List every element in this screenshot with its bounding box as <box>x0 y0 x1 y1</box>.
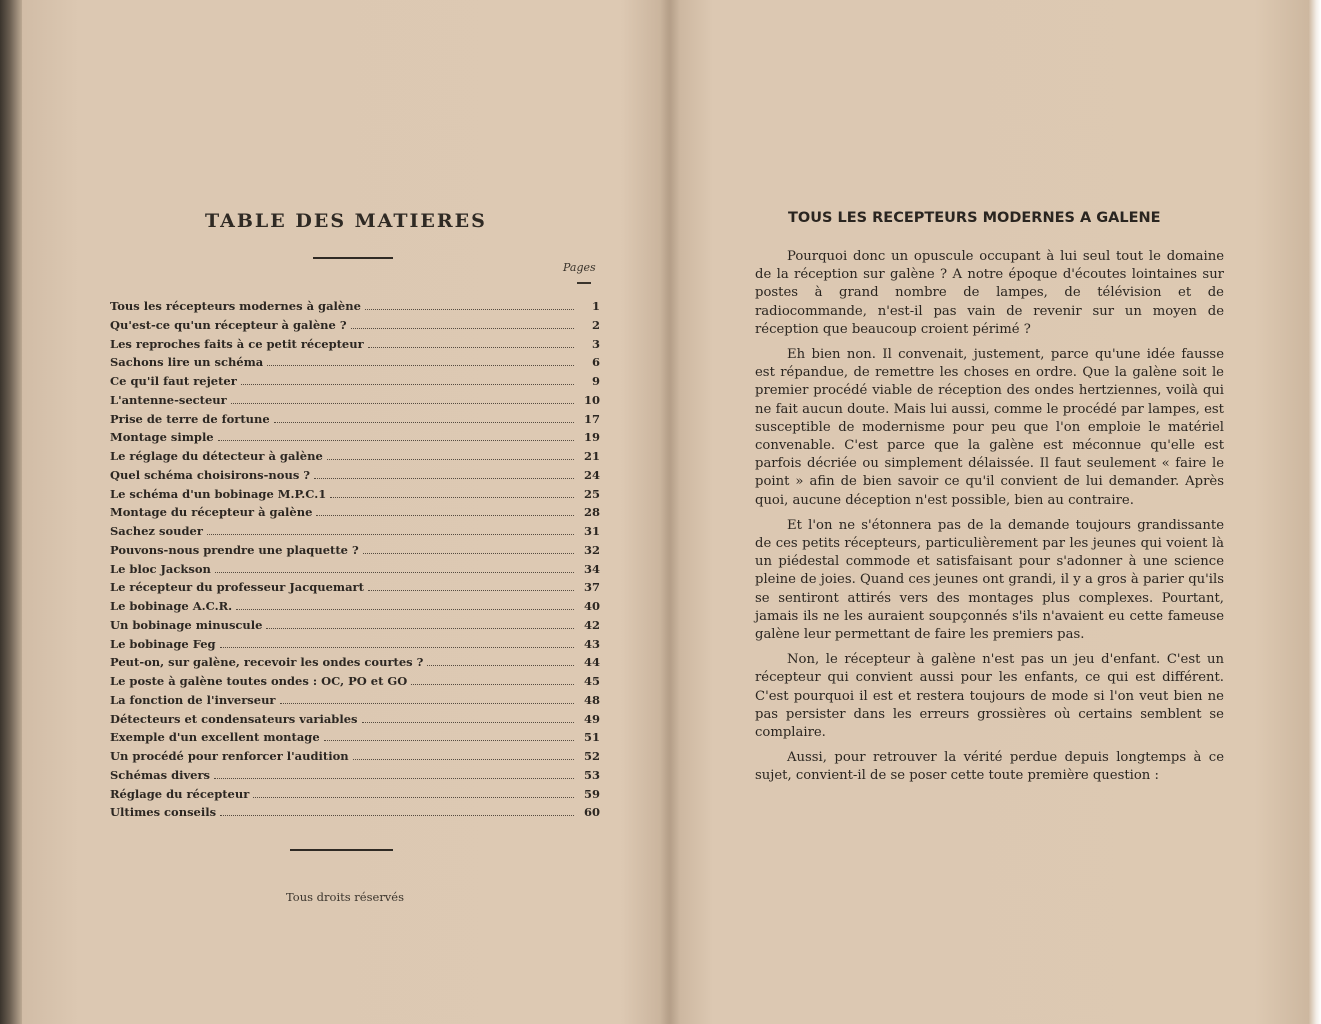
toc-entry <box>110 487 600 506</box>
pages-column-label: Pages <box>563 261 596 274</box>
toc-entry <box>110 374 600 393</box>
toc-entry-leader <box>214 778 574 779</box>
toc-entry-label: Un procédé pour renforcer l'audition <box>110 749 349 763</box>
toc-entry-page: 2 <box>591 317 600 332</box>
toc-entry-leader <box>363 553 574 554</box>
toc-entry-page: 19 <box>583 430 600 445</box>
toc-entry-page: 28 <box>583 505 600 520</box>
toc-entry-label: Un bobinage minuscule <box>110 617 263 632</box>
toc-entry-label: Le bobinage A.C.R. <box>110 599 233 613</box>
toc-entry <box>110 505 600 524</box>
toc-entry-page: 59 <box>583 786 600 801</box>
toc-entry-label: Sachons lire un schéma <box>110 355 264 370</box>
toc-entry-leader <box>324 740 574 741</box>
toc-entry-page: 60 <box>583 805 600 820</box>
toc-entry-page: 6 <box>591 355 600 370</box>
toc-entry-page: 51 <box>583 730 600 745</box>
toc-entry <box>110 712 600 731</box>
toc-entry <box>110 580 600 599</box>
toc-entry <box>110 393 600 412</box>
toc-entry-label: Le bloc Jackson <box>110 561 211 576</box>
toc-entry-leader <box>365 309 574 310</box>
toc-entry-page: 42 <box>583 617 600 632</box>
toc-entry-page: 3 <box>591 336 600 351</box>
toc-entry-leader <box>231 403 574 404</box>
toc-entry-page: 34 <box>583 561 600 576</box>
toc-entry-page: 43 <box>583 636 600 651</box>
toc-entry <box>110 299 600 318</box>
toc-entry-leader <box>362 722 575 723</box>
toc-entry-label: Le réglage du détecteur à galène <box>110 449 323 463</box>
toc-entry-leader <box>368 347 574 348</box>
toc-entry <box>110 430 600 449</box>
toc-entry-page: 37 <box>583 580 600 595</box>
toc-entry-page: 24 <box>583 467 600 482</box>
toc-entry-page: 17 <box>583 411 600 426</box>
toc-entry <box>110 412 600 431</box>
book-edge-right <box>1309 0 1321 1024</box>
toc-title: TABLE DES MATIERES <box>205 210 487 232</box>
toc-entry-label: Montage du récepteur à galène <box>110 505 313 520</box>
toc-entry-leader <box>280 703 575 704</box>
toc-entry-label: Le bobinage Feg <box>110 636 216 651</box>
toc-entry <box>110 674 600 693</box>
toc-entry <box>110 318 600 337</box>
toc-entry-label: Montage simple <box>110 430 214 445</box>
article-paragraph: Eh bien non. Il convenait, justement, parce qu'une idée fausse est répandue, de remettre les choses en ordre. Que la galène soit le premier procédé viable de réception des ondes hertziennes, voilà qui ne fait aucun doute. Mais lui aussi, comme le procédé par lampes, est susceptible de modernisme pour peu que l'on emploie le matériel convenable. C'est parce que la galène est méconnue qu'elle est parfois décriée ou simplement délaissée. Il faut seulement « faire le point » afin de bien savoir ce qu'il convient de lui demander. Après quoi, aucune déception n'est possible, bien au contraire. <box>755 347 1224 508</box>
toc-entry-label: Ultimes conseils <box>110 805 217 820</box>
book-edge-left <box>0 0 22 1024</box>
toc-entry-page: 10 <box>583 392 600 407</box>
article-paragraph: Non, le récepteur à galène n'est pas un jeu d'enfant. C'est un récepteur qui convient aussi pour les enfants, ce qui est différent. C'est pourquoi il est et restera toujours de mode si l'on veut bien ne pas persister dans les erreurs grossières où certains semblent se complaire. <box>755 652 1224 741</box>
toc-entry-leader <box>267 365 574 366</box>
toc-entry-page: 32 <box>583 542 600 557</box>
toc-entry-label: Pouvons-nous prendre une plaquette ? <box>110 542 359 557</box>
toc-entry-label: Sachez souder <box>110 524 203 538</box>
toc-entry-label: Ce qu'il faut rejeter <box>110 374 237 388</box>
toc-entry <box>110 787 600 806</box>
rights-notice: Tous droits réservés <box>286 890 405 904</box>
toc-entry-leader <box>253 797 574 798</box>
toc-entry-label: Tous les récepteurs modernes à galène <box>110 299 361 313</box>
toc-entry-label: Quel schéma choisirons-nous ? <box>110 467 311 482</box>
toc-entry-leader <box>207 534 574 535</box>
toc-entry <box>110 768 600 787</box>
toc-entry <box>110 524 600 543</box>
toc-entry <box>110 337 600 356</box>
toc-entry-page: 45 <box>583 674 600 688</box>
article-body <box>755 248 1224 793</box>
toc-entry-page: 52 <box>583 749 600 763</box>
toc-entry <box>110 618 600 637</box>
toc-bottom-rule <box>290 849 393 851</box>
toc-entry-page: 40 <box>583 599 600 613</box>
toc-entry-page: 53 <box>583 767 600 782</box>
toc-entry <box>110 468 600 487</box>
toc-entry <box>110 693 600 712</box>
toc-entry-label: Qu'est-ce qu'un récepteur à galène ? <box>110 317 347 332</box>
toc-entry-page: 1 <box>591 299 600 313</box>
toc-entry-label: Peut-on, sur galène, recevoir les ondes courtes ? <box>110 655 424 670</box>
toc-entry-page: 25 <box>583 486 600 501</box>
article-paragraph: Et l'on ne s'étonnera pas de la demande toujours grandissante de ces petits récepteurs, particulièrement par les jeunes qui voient là un piédestal commode et satisfaisant pour s'adonner à une science pleine de joies. Quand ces jeunes ont grandi, il y a gros à parier qu'ils se sentiront attirés vers des montages plus complexes. Pourtant, jamais ils ne les auraient soupçonnés s'ils n'avaient eu cette fameuse galène leur permettant de faire les premiers pas. <box>755 517 1224 643</box>
toc-entry-label: Prise de terre de fortune <box>110 411 270 426</box>
toc-list <box>110 299 600 824</box>
toc-entry-label: L'antenne-secteur <box>110 392 227 407</box>
toc-entry-leader <box>236 609 574 610</box>
toc-entry-label: Le récepteur du professeur Jacquemart <box>110 580 364 595</box>
toc-entry-label: Le poste à galène toutes ondes : OC, PO et GO <box>110 674 408 688</box>
toc-entry <box>110 543 600 562</box>
toc-entry-leader <box>316 515 574 516</box>
toc-entry-leader <box>220 647 574 648</box>
toc-entry <box>110 655 600 674</box>
toc-entry <box>110 599 600 618</box>
toc-entry-page: 44 <box>583 655 600 670</box>
toc-entry <box>110 730 600 749</box>
toc-entry <box>110 637 600 656</box>
toc-entry-leader <box>314 478 574 479</box>
pages-column-rule <box>577 282 591 284</box>
toc-entry-leader <box>241 384 574 385</box>
article-paragraph: Pourquoi donc un opuscule occupant à lui seul tout le domaine de la réception sur galène ? A notre époque d'écoutes lointaines sur postes à grand nombre de lampes, de télévision et de radiocommande, n'est-il pas vain de revenir sur un moyen de réception que beaucoup croient périmé ? <box>755 249 1224 337</box>
toc-entry-label: Exemple d'un excellent montage <box>110 730 320 745</box>
toc-entry-page: 49 <box>583 711 600 726</box>
toc-entry <box>110 562 600 581</box>
toc-entry-label: Réglage du récepteur <box>110 786 250 801</box>
toc-entry-leader <box>215 572 574 573</box>
toc-entry-label: Les reproches faits à ce petit récepteur <box>110 336 364 351</box>
toc-entry <box>110 749 600 768</box>
toc-entry-leader <box>368 590 574 591</box>
toc-entry-leader <box>427 665 574 666</box>
toc-entry-leader <box>353 759 574 760</box>
toc-title-rule <box>313 257 393 259</box>
toc-entry-leader <box>327 459 574 460</box>
toc-entry-page: 31 <box>583 524 600 538</box>
book-gutter <box>660 0 680 1024</box>
article-title: TOUS LES RECEPTEURS MODERNES A GALENE <box>788 210 1161 226</box>
toc-entry-leader <box>220 815 574 816</box>
toc-entry <box>110 449 600 468</box>
article-paragraph: Aussi, pour retrouver la vérité perdue depuis longtemps à ce sujet, convient-il de se poser cette toute première question : <box>755 750 1224 784</box>
toc-entry-label: Détecteurs et condensateurs variables <box>110 711 358 726</box>
toc-entry-label: La fonction de l'inverseur <box>110 692 276 707</box>
toc-entry-label: Schémas divers <box>110 767 211 782</box>
toc-entry <box>110 355 600 374</box>
toc-entry <box>110 805 600 824</box>
toc-entry-leader <box>274 422 574 423</box>
toc-entry-leader <box>330 497 574 498</box>
toc-entry-page: 9 <box>591 374 600 388</box>
toc-entry-leader <box>411 684 574 685</box>
toc-entry-leader <box>266 628 574 629</box>
toc-entry-page: 21 <box>583 449 600 463</box>
toc-entry-leader <box>351 328 574 329</box>
toc-entry-leader <box>218 440 574 441</box>
toc-entry-page: 48 <box>583 692 600 707</box>
toc-entry-label: Le schéma d'un bobinage M.P.C.1 <box>110 486 327 501</box>
